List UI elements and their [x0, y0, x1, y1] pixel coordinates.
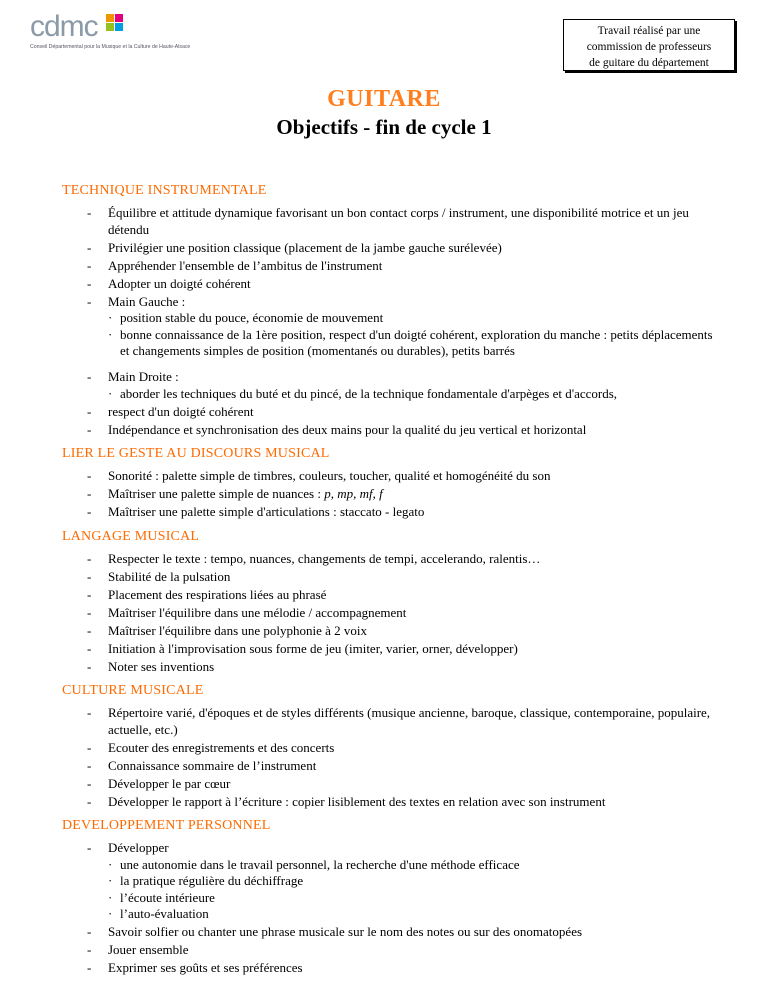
logo-color-squares-icon: [106, 14, 128, 36]
credit-box: [563, 19, 735, 71]
section-title: DEVELOPPEMENT PERSONNEL: [62, 818, 271, 833]
credit-line: de guitare du département: [589, 57, 709, 69]
item-label: - Main Gauche :: [108, 293, 186, 309]
item-label: - Développer: [108, 840, 169, 855]
list-item: - Développer le par cœur: [60, 776, 720, 793]
section-title: TECHNIQUE INSTRUMENTALE: [62, 183, 267, 198]
list-item: - Initiation à l'improvisation sous forme de jeu (imiter, varier, orner, développer): [60, 641, 720, 658]
list-item: - Exprimer ses goûts et ses préférences: [60, 960, 720, 977]
list-item: - Privilégier une position classique (placement de la jambe gauche surélevée): [60, 240, 720, 257]
list-item: - Indépendance et synchronisation des deux mains pour la qualité du jeu vertical et horizontal: [60, 422, 720, 439]
list-item: - Maîtriser l'équilibre dans une mélodie / accompagnement: [60, 605, 720, 622]
list-item: - Jouer ensemble: [60, 942, 720, 959]
sub-item: · position stable du pouce, économie de mouvement: [108, 310, 720, 327]
cdmc-logo: [30, 12, 230, 60]
sub-item: · bonne connaissance de la 1ère position, respect d'un doigté cohérent, exploration du manche : petits déplacements et changements simples de position (momentanés ou durables), petits barrés: [108, 327, 720, 360]
list-item: - Savoir solfier ou chanter une phrase musicale sur le nom des notes ou sur des onomatopées: [60, 924, 720, 941]
list-item-main-droite: [60, 369, 720, 402]
sub-item: · aborder les techniques du buté et du pincé, de la technique fondamentale d'arpèges et d'accords,: [108, 386, 720, 403]
item-text: Maîtriser une palette simple de nuances :: [108, 486, 321, 501]
list-item-main-gauche: [60, 294, 720, 360]
document-body: [60, 183, 720, 985]
list-item: - Respecter le texte : tempo, nuances, changements de tempi, accelerando, ralentis…: [60, 551, 720, 568]
section-perso: [60, 818, 720, 977]
sub-item: · l’auto-évaluation: [108, 906, 720, 923]
page-subtitle: Objectifs - fin de cycle 1: [276, 115, 492, 139]
credit-line: commission de professeurs: [586, 41, 712, 53]
list-item: - Placement des respirations liées au phrasé: [60, 587, 720, 604]
list-item-developper: [60, 840, 720, 923]
nuance-marks: p, mp, mf, f: [324, 486, 383, 501]
item-label: - Main Droite :: [108, 369, 179, 384]
list-item: - Équilibre et attitude dynamique favorisant un bon contact corps / instrument, une disponibilité motrice et un jeu détendu: [60, 205, 720, 238]
list-item: - Sonorité : palette simple de timbres, couleurs, toucher, qualité et homogénéité du son: [60, 468, 720, 485]
credit-line: Travail réalisé par une: [597, 25, 701, 37]
logo-wordmark: cdmc: [30, 10, 98, 43]
list-item: - Stabilité de la pulsation: [60, 569, 720, 586]
section-title: LANGAGE MUSICAL: [62, 528, 200, 544]
list-item: - Ecouter des enregistrements et des concerts: [60, 740, 720, 757]
list-item: - Connaissance sommaire de l’instrument: [60, 758, 720, 775]
list-item: - Maîtriser une palette simple d'articulations : staccato - legato: [60, 504, 720, 521]
page-title: GUITARE: [327, 86, 441, 112]
list-item: - Répertoire varié, d'époques et de styles différents (musique ancienne, baroque, classique, contemporaine, populaire, actuelle, etc.): [60, 705, 720, 738]
section-geste: [60, 446, 720, 521]
list-item-nuances: [60, 486, 720, 503]
logo-subtitle: Conseil Départemental pour la Musique et la Culture de Haute-Alsace: [30, 44, 191, 50]
list-item: - respect d'un doigté cohérent: [60, 404, 720, 421]
section-title: CULTURE MUSICALE: [62, 683, 204, 698]
list-item: - Maîtriser l'équilibre dans une polyphonie à 2 voix: [60, 623, 720, 640]
section-culture: [60, 683, 720, 810]
list-item: - Appréhender l'ensemble de l’ambitus de l'instrument: [60, 258, 720, 275]
sub-item: · la pratique régulière du déchiffrage: [108, 873, 720, 890]
sub-item: · l’écoute intérieure: [108, 890, 720, 907]
sub-item: · une autonomie dans le travail personnel, la recherche d'une méthode efficace: [108, 857, 720, 874]
list-item: - Noter ses inventions: [60, 659, 720, 676]
section-title: LIER LE GESTE AU DISCOURS MUSICAL: [62, 446, 330, 461]
section-langage: [60, 529, 720, 676]
list-item: - Adopter un doigté cohérent: [60, 276, 720, 293]
list-item: - Développer le rapport à l’écriture : copier lisiblement des textes en relation avec son instrument: [60, 794, 720, 811]
section-technique: [60, 183, 720, 438]
